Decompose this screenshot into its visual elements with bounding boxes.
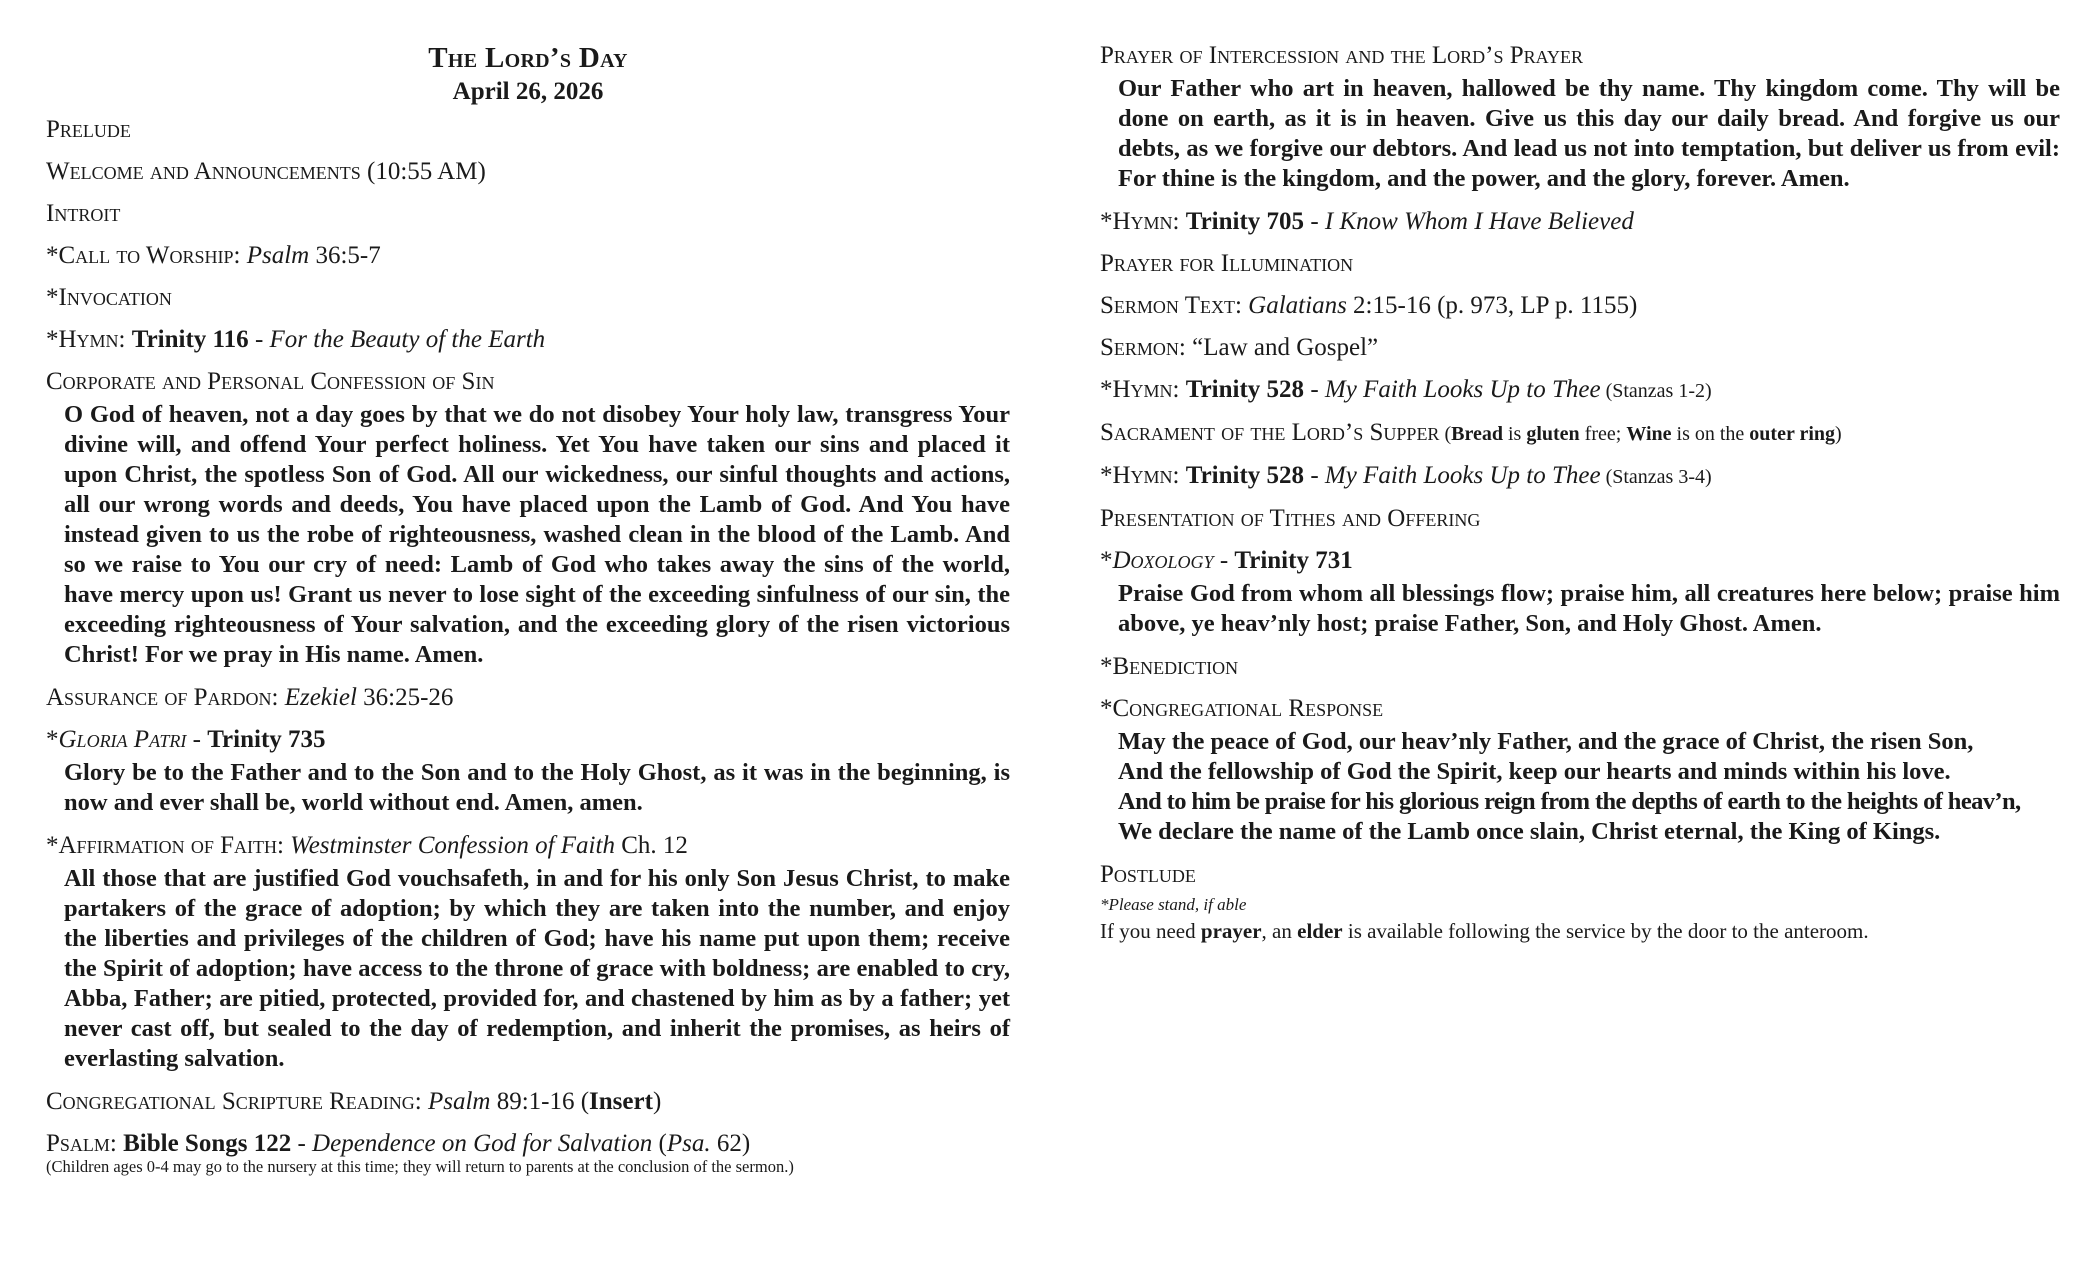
- hymn-705: [1100, 206, 2060, 238]
- affirmation-label: *Affirmation of Faith:: [46, 832, 291, 859]
- gloria-number: Trinity 735: [207, 726, 326, 753]
- supper-bread: Bread: [1451, 423, 1503, 445]
- hymn-label: *Hymn:: [46, 326, 132, 353]
- scripture-reading: [46, 1086, 1010, 1118]
- confession-text: O God of heaven, not a day goes by that we do not disobey Your holy law, transgress Your divine will, and offend Your perfect holiness. Yet You have taken our sins and placed it upon Christ, the spotless Son of God. All our wickedness, our sinful thoughts and actions, all our wrong words and deeds, You have placed upon the Lamb of God. And You have instead given to us the robe of righteousness, washed clean in the blood of the Lamb. And so we raise to You our cry of need: Lamb of God who takes away the sins of the world, have mercy upon us! Grant us never to lose sight of the exceeding sinfulness of our sin, the exceeding righteousness of Your salvation, and the exceeding glory of the risen victorious Christ! For we pray in His name. Amen.: [64, 401, 1010, 668]
- hymn-separator: -: [1304, 208, 1325, 235]
- sermon-text-label: Sermon Text:: [1100, 292, 1249, 319]
- invocation: *Invocation: [46, 284, 172, 311]
- sermon: [1100, 332, 2060, 364]
- sermon-title: “Law and Gospel”: [1192, 334, 1379, 361]
- doxology-star: *: [1100, 547, 1113, 574]
- hymn-title: For the Beauty of the Earth: [269, 326, 546, 353]
- doxology-title: Doxology: [1112, 547, 1214, 574]
- psalm-open: (: [652, 1130, 667, 1157]
- assurance-book: Ezekiel: [284, 684, 357, 711]
- affirmation-text: All those that are justified God vouchsafeth, in and for his only Son Jesus Christ, to make partakers of the grace of adoption; by which they are taken into the number, and enjoy the liberties and privileges of the children of God; have his name put upon them; receive the Spirit of adoption; have access to the throne of grace with boldness; are enabled to cry, Abba, Father; are pitied, protected, provided for, and chastened by him as by a father; yet never cast off, but sealed to the day of redemption, and inherit the promises, as heirs of everlasting salvation.: [64, 865, 1010, 1072]
- response-line: We declare the name of the Lamb once slain, Christ eternal, the King of Kings.: [1118, 818, 1941, 845]
- gloria-patri-heading: [46, 724, 1010, 756]
- prayer-note-prayer: prayer: [1200, 919, 1262, 943]
- gloria-star: *: [46, 726, 59, 753]
- hymn-title: I Know Whom I Have Believed: [1324, 208, 1634, 235]
- reading-label: Congregational Scripture Reading:: [46, 1088, 428, 1115]
- prayer-note-c: is available following the service by the door to the anteroom.: [1342, 919, 1869, 943]
- supper-is: is: [1502, 423, 1527, 445]
- gloria-separator: -: [186, 726, 208, 753]
- tithes-and-offering: Presentation of Tithes and Offering: [1100, 505, 1481, 532]
- reading-insert: Insert: [589, 1088, 653, 1115]
- psalm-ref-book: Psa.: [666, 1130, 711, 1157]
- psalm-title: Dependence on God for Salvation: [312, 1130, 653, 1157]
- call-to-worship-book: Psalm: [246, 242, 310, 269]
- lords-prayer-text: Our Father who art in heaven, hallowed be thy name. Thy kingdom come. Thy will be done on earth, as it is in heaven. Give us this day our daily bread. And forgive us our debts, as we forgive our debtors. And lead us not into temptation, but deliver us from evil: For thine is the kingdom, and the power, and the glory, forever. Amen.: [1118, 75, 2060, 192]
- hymn-number: Trinity 705: [1185, 208, 1305, 235]
- supper-on: is on the: [1671, 423, 1750, 445]
- hymn-title: My Faith Looks Up to Thee: [1324, 376, 1601, 403]
- response-line: May the peace of God, our heav’nly Father, and the grace of Christ, the risen Son,: [1118, 728, 1974, 755]
- hymn-label: *Hymn:: [1100, 376, 1186, 403]
- hymn-title: My Faith Looks Up to Thee: [1324, 462, 1601, 489]
- hymn-number: Trinity 528: [1185, 462, 1305, 489]
- response-text: [1118, 727, 2060, 847]
- lords-supper: [1100, 417, 2060, 450]
- gloria-text: Glory be to the Father and to the Son and to the Holy Ghost, as it was in the beginning, is now and ever shall be, world without end. Amen, amen.: [64, 759, 1010, 816]
- prayer-note-b: , an: [1261, 919, 1298, 943]
- prayer-note-a: If you need: [1100, 919, 1201, 943]
- hymn-stanzas: (Stanzas 1-2): [1600, 380, 1712, 402]
- benediction: *Benediction: [1100, 653, 1239, 680]
- response-line: And the fellowship of God the Spirit, keep our hearts and minds within his love.: [1118, 758, 1951, 785]
- sermon-text-ref: 2:15-16 (p. 973, LP p. 1155): [1346, 292, 1638, 319]
- hymn-label: *Hymn:: [1100, 462, 1186, 489]
- call-to-worship: [46, 240, 1010, 272]
- affirmation-source: Westminster Confession of Faith: [290, 832, 615, 859]
- assurance-of-pardon: [46, 682, 1010, 714]
- assurance-ref: 36:25-26: [356, 684, 454, 711]
- doxology-number: Trinity 731: [1234, 547, 1353, 574]
- service-date: April 26, 2026: [452, 78, 604, 105]
- postlude: Postlude: [1100, 861, 1196, 888]
- sermon-text: [1100, 290, 2060, 322]
- sermon-text-book: Galatians: [1248, 292, 1347, 319]
- affirmation-ref: Ch. 12: [614, 832, 688, 859]
- page-title: The Lord’s Day: [428, 42, 628, 74]
- supper-free: free;: [1579, 423, 1627, 445]
- psalm-ref: 62): [710, 1130, 751, 1157]
- supper-label: Sacrament of the Lord’s Supper: [1100, 419, 1440, 446]
- left-column: [46, 40, 1010, 1178]
- children-note: (Children ages 0-4 may go to the nursery at this time; they will return to parents at the conclusion of the sermon.): [46, 1157, 794, 1176]
- intercession-heading: Prayer of Intercession and the Lord’s Prayer: [1100, 42, 1583, 69]
- doxology-heading: [1100, 545, 2060, 577]
- hymn-528-part1: [1100, 374, 2060, 407]
- supper-wine: Wine: [1626, 423, 1672, 445]
- hymn-separator: -: [1304, 376, 1325, 403]
- gloria-title: Gloria Patri: [58, 726, 187, 753]
- supper-outer-ring: outer ring: [1749, 423, 1836, 445]
- hymn-528-part2: [1100, 460, 2060, 493]
- hymn-116: [46, 324, 1010, 356]
- reading-close: ): [652, 1088, 662, 1115]
- doxology-separator: -: [1213, 547, 1235, 574]
- hymn-stanzas: (Stanzas 3-4): [1600, 466, 1712, 488]
- assurance-label: Assurance of Pardon:: [46, 684, 285, 711]
- response-heading: *Congregational Response: [1100, 695, 1384, 722]
- prelude: Prelude: [46, 116, 131, 143]
- supper-close: ): [1835, 423, 1842, 445]
- psalm-separator: -: [291, 1130, 313, 1157]
- confession-heading: Corporate and Personal Confession of Sin: [46, 368, 495, 395]
- psalm-label: Psalm:: [46, 1130, 124, 1157]
- hymn-label: *Hymn:: [1100, 208, 1186, 235]
- hymn-separator: -: [1304, 462, 1325, 489]
- prayer-note: [1100, 917, 2060, 945]
- right-column: [1100, 40, 2060, 945]
- welcome-announcements: Welcome and Announcements (10:55 AM): [46, 158, 486, 185]
- hymn-separator: -: [248, 326, 270, 353]
- affirmation-heading: [46, 830, 1010, 862]
- response-line: And to him be praise for his glorious reign from the depths of earth to the heights of heav’n,: [1118, 788, 2021, 815]
- stand-note: *Please stand, if able: [1100, 895, 1247, 914]
- introit: Introit: [46, 200, 121, 227]
- hymn-number: Trinity 528: [1185, 376, 1305, 403]
- prayer-for-illumination: Prayer for Illumination: [1100, 250, 1354, 277]
- call-to-worship-ref: 36:5-7: [309, 242, 381, 269]
- supper-gluten: gluten: [1526, 423, 1580, 445]
- psalm-number: Bible Songs 122: [123, 1130, 292, 1157]
- reading-book: Psalm: [427, 1088, 491, 1115]
- prayer-note-elder: elder: [1297, 919, 1343, 943]
- sermon-label: Sermon:: [1100, 334, 1193, 361]
- doxology-text: Praise God from whom all blessings flow; praise him, all creatures here below; praise him above, ye heav’nly host; praise Father, Son, and Holy Ghost. Amen.: [1118, 580, 2060, 637]
- supper-open: (: [1439, 423, 1452, 445]
- hymn-number: Trinity 116: [131, 326, 249, 353]
- reading-ref: 89:1-16 (: [490, 1088, 590, 1115]
- call-to-worship-label: *Call to Worship:: [46, 242, 247, 269]
